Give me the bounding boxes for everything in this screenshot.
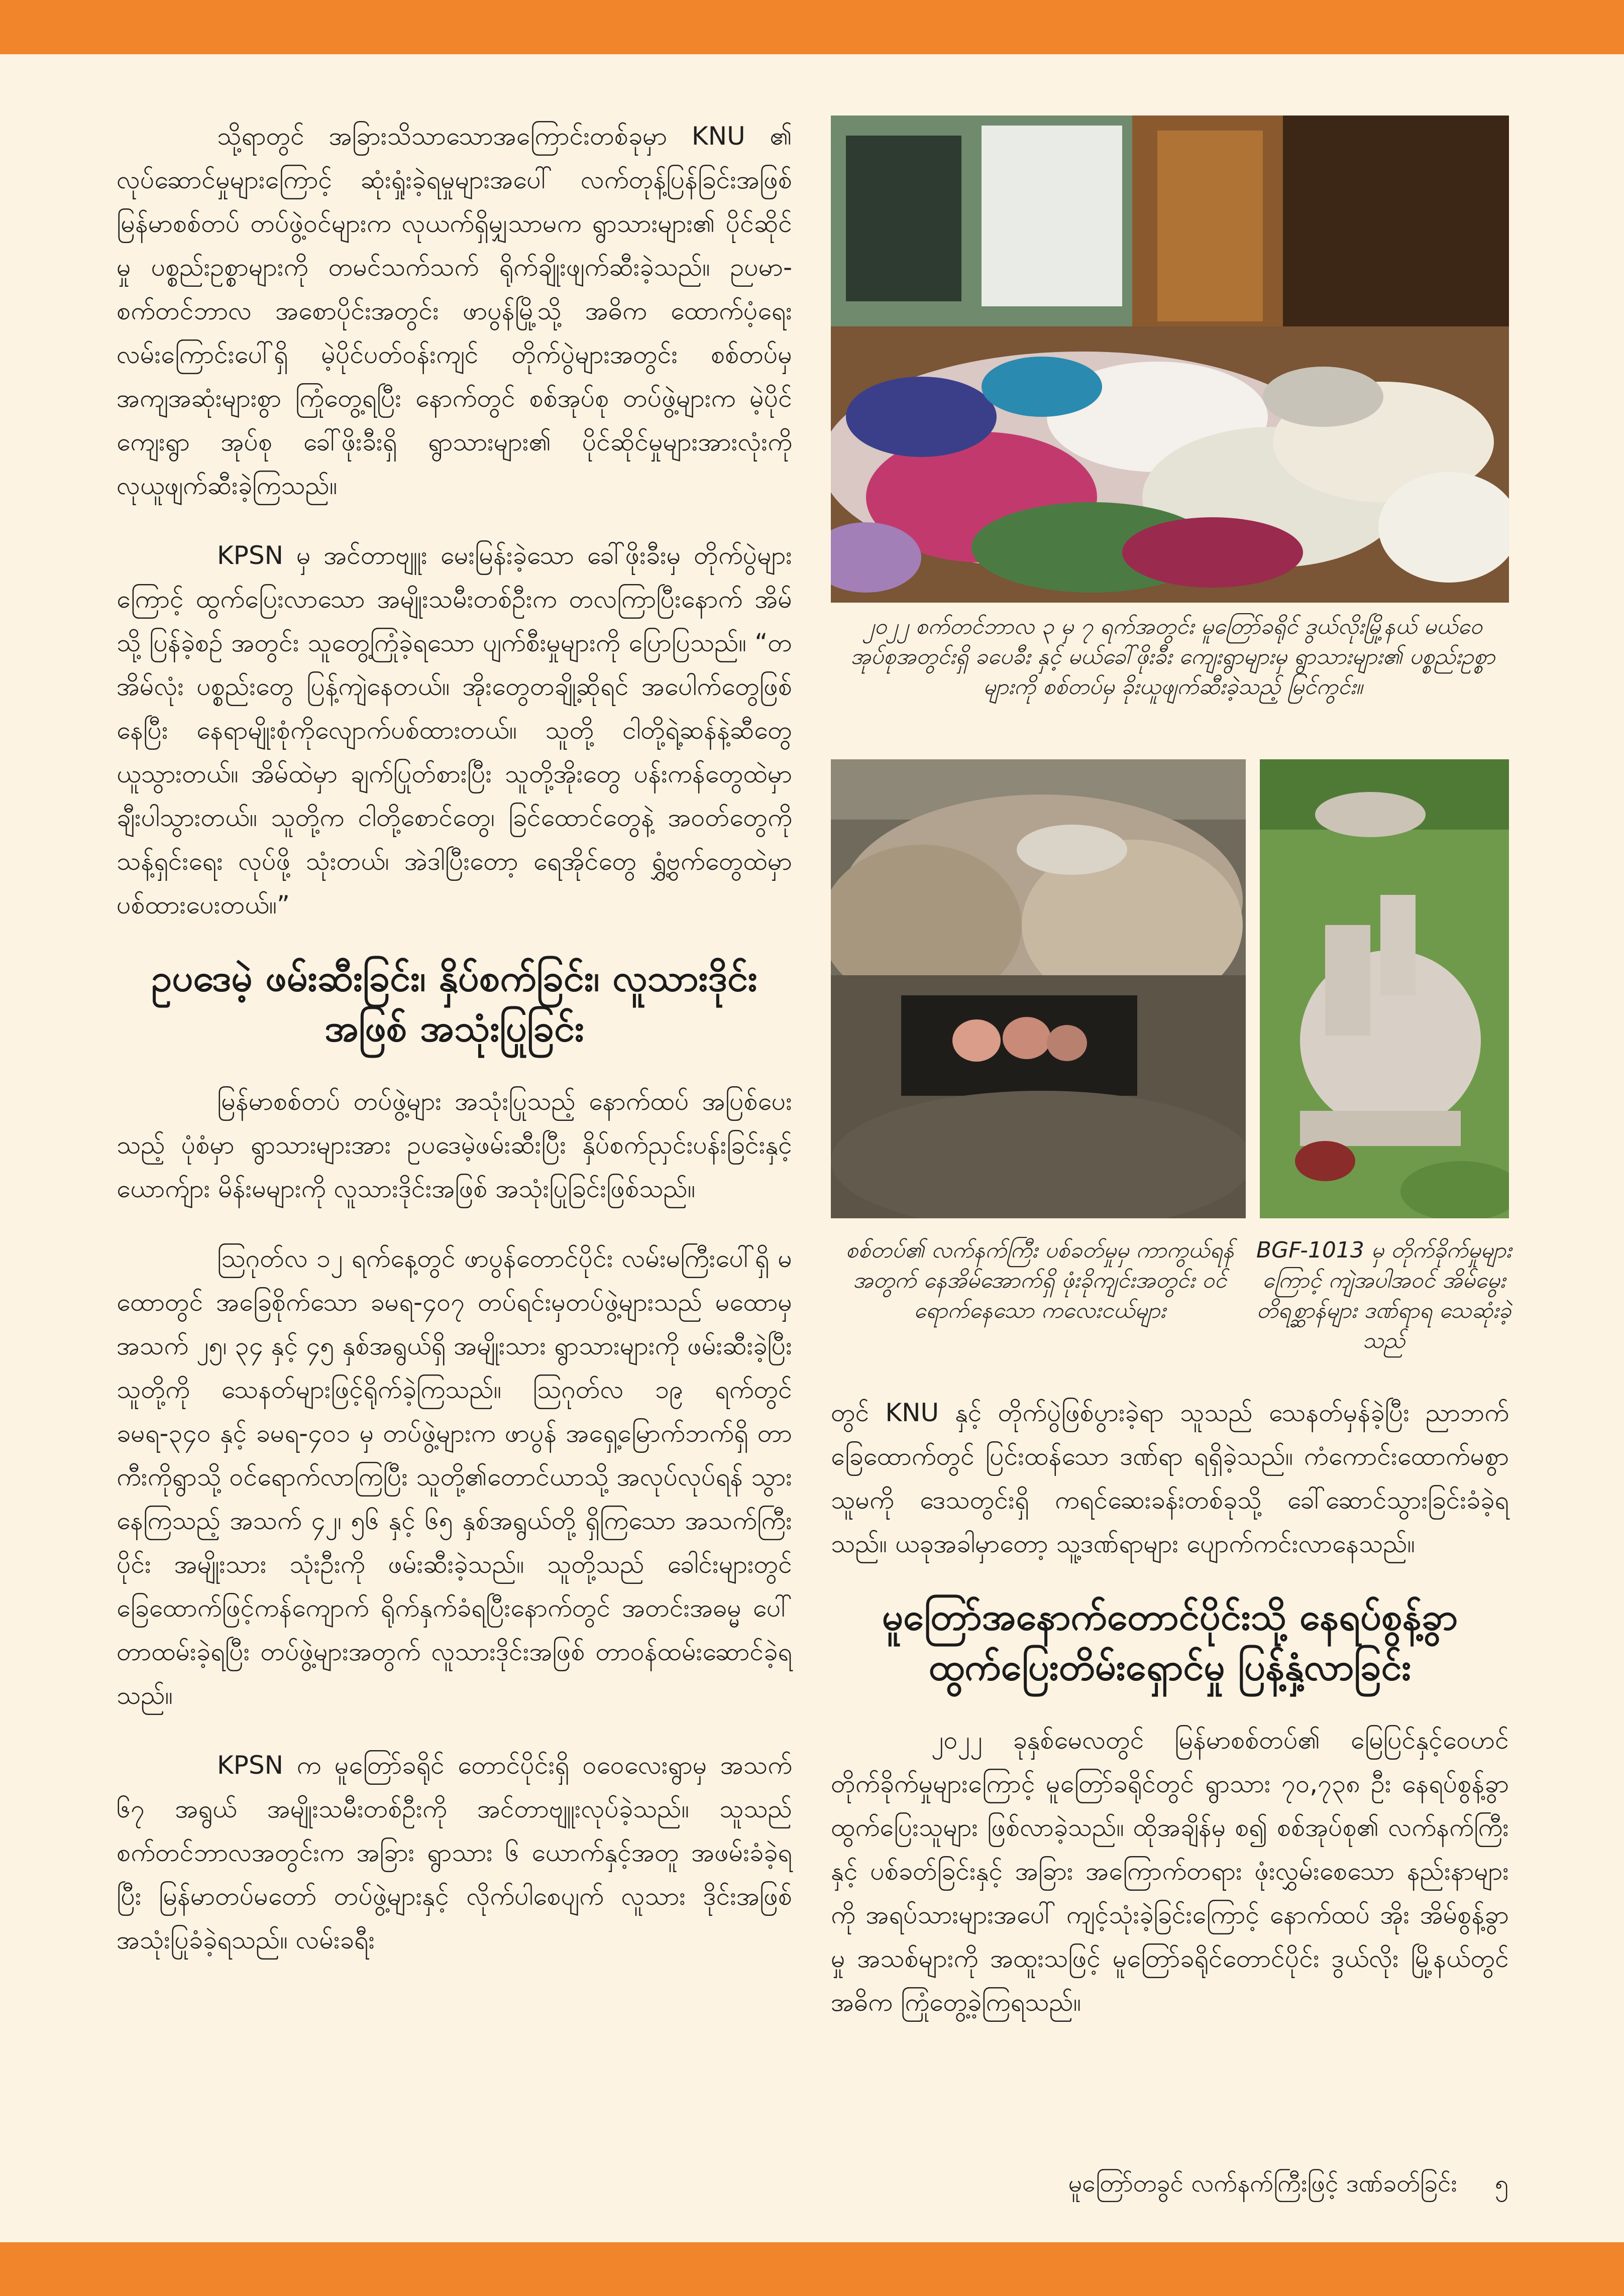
photo-caption: BGF-1013 မှ တိုက်ခိုက်မှုများကြောင့် ကျဲအပါအဝင် အိမ်မွေးတိရစ္ဆာန်များ ဒဏ်ရာရ သေဆုံးခဲ့သည် bbox=[1256, 1237, 1512, 1353]
body-paragraph: သို့ရာတွင် အခြားသိသာသောအကြောင်းတစ်ခုမှာ KNU ၏ လုပ်ဆောင်မှုများကြောင့် ဆုံးရှုံးခဲ့ရမှုများအပေါ် လက်တုန့်ပြန်ခြင်းအဖြစ်မြန်မာစစ်တပ် တပ်ဖွဲ့ဝင်များက လုယက်ရှိမျှသာမက ရွာသားများ၏ ပိုင်ဆိုင်မှု ပစ္စည်းဥစ္စာများကို တမင်သက်သက် ရိုက်ချိုးဖျက်ဆီးခဲ့သည်။ ဉပမာ- စက်တင်ဘာလ အစောပိုင်းအတွင်း ဖာပွန်မြို့သို့ အဓိက ထောက်ပံ့ရေး လမ်းကြောင်းပေါ်ရှိ မဲ့ပိုင်ပတ်ဝန်းကျင် တိုက်ပွဲများအတွင်း စစ်တပ်မှ အကျအဆုံးများစွာ ကြုံတွေ့ရပြီး နောက်တွင် စစ်အုပ်စု တပ်ဖွဲ့များက မဲ့ပိုင် ကျေးရွာ အုပ်စု ခေါ်ဖိုးခီးရှိ ရွာသားများ၏ ပိုင်ဆိုင်မှုများအားလုံးကို လုယူဖျက်ဆီးခဲ့ကြသည်။ bbox=[117, 122, 792, 500]
page-number: ၅ bbox=[1495, 2169, 1508, 2198]
dead-cattle-photo bbox=[1260, 759, 1509, 1218]
footer-title: မူတြော်တခွင် လက်နက်ကြီးဖြင့် ဒဏ်ခတ်ခြင်း bbox=[1068, 2169, 1457, 2198]
body-paragraph: မြန်မာစစ်တပ် တပ်ဖွဲ့များ အသုံးပြုသည့် နောက်ထပ် အပြစ်ပေးသည့် ပုံစံမှာ ရွာသားများအား ဥပဒေမဲ့ဖမ်းဆီးပြီး နှိပ်စက်ညှင်းပန်းခြင်းနှင့် ယောက်ျား မိန်းမများကို လူသားဒိုင်းအဖြစ် အသုံးပြုခြင်းဖြစ်သည်။ bbox=[117, 1087, 792, 1203]
body-paragraph: KPSN မှ အင်တာဗျူး မေးမြန်းခဲ့သော ခေါ်ဖိုးခီးမှ တိုက်ပွဲများကြောင့် ထွက်ပြေးလာသော အမျိုးသမီးတစ်ဦးက တလကြာပြီးနောက် အိမ်သို့ ပြန်ခဲ့စဉ် အတွင်း သူတွေ့ကြုံခဲ့ရသော ပျက်စီးမှုများကို ပြောပြသည်။ “တအိမ်လုံး ပစ္စည်းတွေ ပြန့်ကျဲနေတယ်။ အိုးတွေတချို့ဆိုရင် အပေါက်တွေဖြစ်နေပြီး နေရာမျိုးစုံကိုလျောက်ပစ်ထားတယ်။ သူတို့ ငါတို့ရဲ့ဆန်နဲ့ဆီတွေ ယူသွားတယ်။ အိမ်ထဲမှာ ချက်ပြုတ်စားပြီး သူတို့အိုးတွေ ပန်းကန်တွေထဲမှာ ချီးပါသွားတယ်။ သူတို့က ငါတို့စောင်တွေ၊ ခြင်ထောင်တွေနဲ့ အဝတ်တွေကို သန့်ရှင်းရေး လုပ်ဖို့ သုံးတယ်၊ အဲဒါပြီးတော့ ရေအိုင်တွေ ရွှံ့ဗွက်တွေထဲမှာ ပစ်ထားပေးတယ်။” bbox=[117, 541, 792, 920]
body-paragraph: တွင် KNU နှင့် တိုက်ပွဲဖြစ်ပွားခဲ့ရာ သူသည် သေနတ်မှန်ခဲ့ပြီး ညာဘက်ခြေထောက်တွင် ပြင်းထန်သော ဒဏ်ရာ ရရှိခဲ့သည်။ ကံကောင်းထောက်မစွာ သူမကို ဒေသတွင်းရှိ ကရင်ဆေးခန်းတစ်ခုသို့ ခေါ်ဆောင်သွားခြင်းခံခဲ့ရသည်။ ယခုအခါမှာတော့ သူ့ဒဏ်ရာများ ပျောက်ကင်းလာနေသည်။ bbox=[831, 1398, 1509, 1558]
children-shelter-photo bbox=[831, 759, 1246, 1218]
photo-caption: ၂၀၂၂ စက်တင်ဘာလ ၃ မှ ၇ ရက်အတွင်း မူတြော်ခရိုင် ဒွယ်လိုးမြို့နယ် မယ်ဝေ အုပ်စုအတွင်းရှိ ခပေခီး နှင့် မယ်ခေါ်ဖိုးခီး ကျေးရွာများမှ ရွာသားများ၏ ပစ္စည်းဥစ္စာများကို စစ်တပ်မှ ခိုးယူဖျက်ဆီးခဲ့သည့် မြင်ကွင်း။ bbox=[850, 614, 1495, 700]
body-paragraph: ဩဂုတ်လ ၁၂ ရက်နေ့တွင် ဖာပွန်တောင်ပိုင်း လမ်းမကြီးပေါ်ရှိ မထောတွင် အခြေစိုက်သော ခမရ-၄၀၇ တပ်ရင်းမှတပ်ဖွဲ့များသည် မထောမှ အသက် ၂၅၊ ၃၄ နှင့် ၄၅ နှစ်အရွယ်ရှိ အမျိုးသား ရွာသားများကို ဖမ်းဆီးခဲ့ပြီး သူတို့ကို သေနတ်များဖြင့်ရိုက်ခဲ့ကြသည်။ ဩဂုတ်လ ၁၉ ရက်တွင် ခမရ-၃၄၀ နှင့် ခမရ-၄၀၁ မှ တပ်ဖွဲ့များက ဖာပွန် အရှေ့မြောက်ဘက်ရှိ တာကီးကိုရွာသို့ ဝင်ရောက်လာကြပြီး သူတို့၏တောင်ယာသို့ အလုပ်လုပ်ရန် သွားနေကြသည့် အသက် ၄၂၊ ၅၆ နှင့် ၆၅ နှစ်အရွယ်တို့ ရှိကြသော အသက်ကြီးပိုင်း အမျိုးသား သုံးဦးကို ဖမ်းဆီးခဲ့သည်။ သူတို့သည် ခေါင်းများတွင် ခြေထောက်ဖြင့်ကန်ကျောက် ရိုက်နှက်ခံရပြီးနောက်တွင် အတင်းအဓမ္မ ပေါ်တာထမ်းခဲ့ရပြီး တပ်ဖွဲ့များအတွက် လူသားဒိုင်းအဖြစ် တာဝန်ထမ်းဆောင်ခဲ့ရသည်။ bbox=[117, 1244, 792, 1710]
body-paragraph: KPSN က မူတြော်ခရိုင် တောင်ပိုင်းရှိ ဝဝေလေးရွာမှ အသက် ၆၇ အရွယ် အမျိုးသမီးတစ်ဦးကို အင်တာဗျူးလုပ်ခဲ့သည်။ သူသည် စက်တင်ဘာလအတွင်းက အခြား ရွာသား ၆ ယောက်နှင့်အတူ အဖမ်းခံခဲ့ရပြီး မြန်မာတပ်မတော် တပ်ဖွဲ့များနှင့် လိုက်ပါစေပျက် လူသား ဒိုင်းအဖြစ် အသုံးပြုခံခဲ့ရသည်။ လမ်းခရီး bbox=[117, 1751, 792, 1955]
photo-caption: စစ်တပ်၏ လက်နက်ကြီး ပစ်ခတ်မှုမှ ကာကွယ်ရန်အတွက် နေအိမ်အောက်ရှိ ဖုံးခိုကျင်းအတွင်း ဝင်ရောက်နေသော ကလေးငယ်များ bbox=[845, 1237, 1234, 1323]
ransacked-house-photo bbox=[831, 116, 1509, 603]
right-column bbox=[831, 1391, 1509, 2050]
section-heading: မူတြော်အနောက်တောင်ပိုင်းသို့ နေရပ်စွန့်ခွာ ထွက်ပြေးတိမ်းရှောင်မှု ပြန့်နှံ့လာခြင်း bbox=[882, 1595, 1458, 1689]
section-heading: ဥပဒေမဲ့ ဖမ်းဆီးခြင်း၊ နှိပ်စက်ခြင်း၊ လူသားဒိုင်းအဖြစ် အသုံးပြုခြင်း bbox=[151, 957, 757, 1050]
bottom-accent-bar bbox=[0, 2242, 1624, 2296]
page-footer bbox=[1068, 2168, 1508, 2199]
top-accent-bar bbox=[0, 0, 1624, 54]
body-paragraph: ၂၀၂၂ ခုနှစ်မေလတွင် မြန်မာစစ်တပ်၏ မြေပြင်နှင့်ဝေဟင် တိုက်ခိုက်မှုများကြောင့် မူတြော်ခရိုင်တွင် ရွာသား ၇၀,၇၃၈ ဦး နေရပ်စွန့်ခွာထွက်ပြေးသူများ ဖြစ်လာခဲ့သည်။ ထိုအချိန်မှ စ၍ စစ်အုပ်စု၏ လက်နက်ကြီးနှင့် ပစ်ခတ်ခြင်းနှင့် အခြား အကြောက်တရား ဖုံးလွှမ်းစေသော နည်းနာများကို အရပ်သားများအပေါ် ကျင့်သုံးခဲ့ခြင်းကြောင့် နောက်ထပ် အိုး အိမ်စွန့်ခွာမှု အသစ်များကို အထူးသဖြင့် မူတြော်ခရိုင်တောင်ပိုင်း ဒွယ်လိုး မြို့နယ်တွင် အဓိက ကြုံတွေ့ခဲ့ကြရသည်။ bbox=[831, 1726, 1509, 2017]
left-column bbox=[117, 114, 792, 1988]
